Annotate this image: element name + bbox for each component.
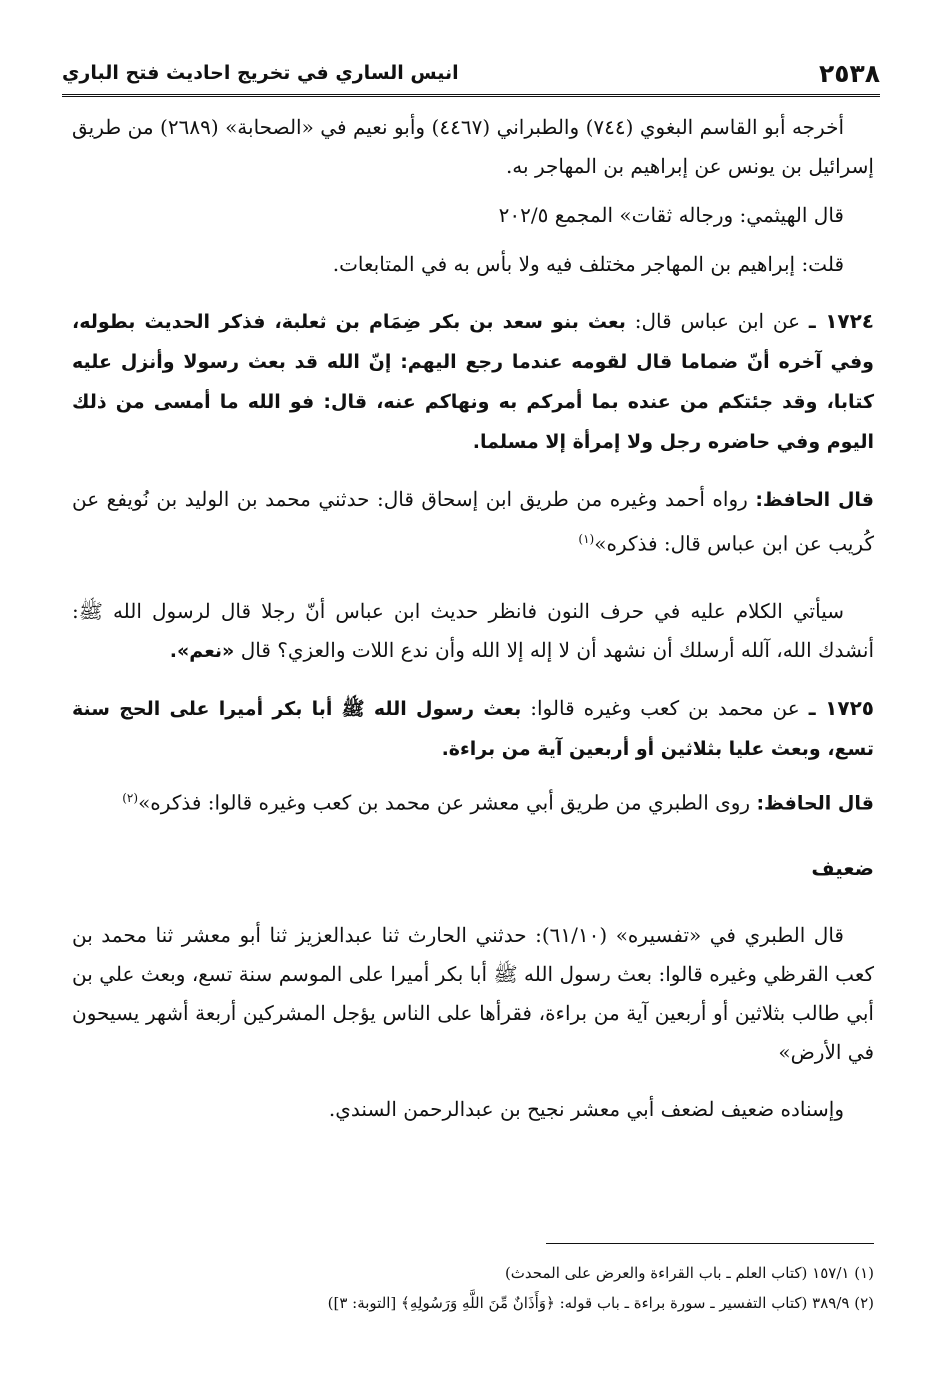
footnote-1: (١) ١٥٧/١ (كتاب العلم ـ باب القراءة والعرض على المحدث) <box>504 1264 874 1282</box>
hadith-number: ١٧٢٥ ـ <box>808 695 874 720</box>
hadith-text: بعث بنو سعد بن بكر ضِمَام بن ثعلبة، فذكر الحديث بطوله، وفي آخره أنّ ضماما قال لقومه عندما رجع اليهم: إنّ الله قد بعث رسولا وأنزل عليه كتابا، وقد جئتكم من عنده بما أمركم به ونهاكم عنه، قال: فو الله ما أمسى من ذلك اليوم وفي حاضره رجل ولا إمرأة إلا مسلما. <box>72 311 874 453</box>
hadith-number: ١٧٢٤ ـ <box>808 309 875 333</box>
hafiz-comment-2 <box>72 779 874 824</box>
paragraph-takhrij: أخرجه أبو القاسم البغوي (٧٤٤) والطبراني (٤٤٦٧) وأبو نعيم في «الصحابة» (٢٦٨٩) من طريق إسرائيل بن يونس عن إبراهيم بن المهاجر به. <box>72 115 874 178</box>
hafiz-text: روى الطبري من طريق أبي معشر عن محمد بن كعب وغيره قالوا: فذكره» <box>138 790 751 815</box>
hadith-1725 <box>72 689 874 769</box>
hafiz-comment-1 <box>72 480 874 564</box>
paragraph-haythami: قال الهيثمي: ورجاله ثقات» المجمع ٢٠٢/٥ <box>498 203 844 227</box>
hadith-intro: عن محمد بن كعب وغيره قالوا: <box>530 695 800 720</box>
page-header <box>62 52 880 97</box>
paragraph-tabari: قال الطبري في «تفسيره» (٦١/١٠): حدثني الحارث ثنا عبدالعزيز ثنا أبو معشر ثنا محمد بن كعب القرظي وغيره قالوا: بعث رسول الله ﷺ أبا بكر أميرا على الموسم سنة تسع، وبعث علي بن أبي طالب بثلاثين أو أربعين آية من براءة، فقرأها على الناس يؤجل المشركين أربعة أشهر يسيحون في الأرض» <box>72 923 874 1065</box>
running-title: انيس الساري في تخريج احاديث فتح الباري <box>62 62 459 84</box>
footnote-separator <box>546 1243 874 1244</box>
hadith-intro: عن ابن عباس قال: <box>634 309 801 333</box>
footnote-2: (٢) ٣٨٩/٩ (كتاب التفسير ـ سورة براءة ـ باب قوله: ﴿وَأَذَانٌ مِّنَ اللَّهِ وَرَسُولِهِ﴾ [التوبة: ٣]) <box>327 1294 874 1312</box>
hadith-1724 <box>72 302 874 462</box>
paragraph-sayati <box>72 592 874 671</box>
page-body <box>72 108 874 1129</box>
hafiz-text: رواه أحمد وغيره من طريق ابن إسحاق قال: حدثني محمد بن الوليد بن نُويفع عن كُريب عن ابن عباس قال: فذكره» <box>72 487 874 556</box>
sayati-answer: «نعم». <box>169 639 235 662</box>
paragraph-qultu: قلت: إبراهيم بن المهاجر مختلف فيه ولا بأس به في المتابعات. <box>332 252 844 276</box>
page-number: ٢٥٣٨ <box>818 58 880 88</box>
footnotes <box>72 1258 874 1318</box>
footnote-ref-1: (١) <box>578 532 595 546</box>
hafiz-label: قال الحافظ: <box>756 792 874 815</box>
sayati-text: سيأتي الكلام عليه في حرف النون فانظر حديث ابن عباس أنّ رجلا قال لرسول الله ﷺ: أنشدك الله، آلله أرسلك أن نشهد أن لا إله إلا الله وأن ندع اللات والعزي؟ قال <box>72 598 874 662</box>
hafiz-label: قال الحافظ: <box>755 489 875 511</box>
hadith-text: بعث رسول الله ﷺ أبا بكر أميرا على الحج سنة تسع، وبعث عليا بثلاثين أو أربعين آية من براءة. <box>72 697 874 760</box>
grade-heading: ضعيف <box>811 856 874 881</box>
paragraph-isnad: وإسناده ضعيف لضعف أبي معشر نجيح بن عبدالرحمن السندي. <box>328 1097 844 1122</box>
footnote-ref-2: (٢) <box>122 790 139 805</box>
